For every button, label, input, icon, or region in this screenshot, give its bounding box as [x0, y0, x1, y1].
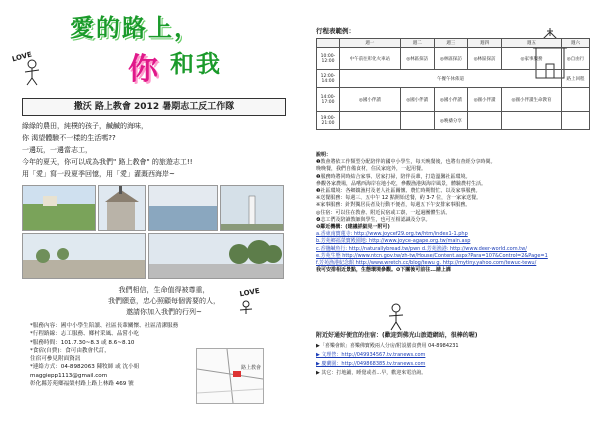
note-line: ❸社區環境：各鄉鎮漁村及老人社區關懷、農忙時期幫忙、以及家事服務。: [316, 188, 481, 195]
schedule-title: 行程表範例：: [316, 27, 355, 35]
service-line: maggiepp1113@gmail.com: [30, 372, 108, 379]
lodging-link[interactable]: ▶ 文理營：http://049934567.tv.tranews.com: [316, 352, 426, 358]
intro-line: 你 渴望體驗不一樣的生活嗎??: [22, 134, 116, 142]
schedule-header-cell: 週五: [501, 39, 561, 48]
schedule-cell: ◎家事服務: [501, 48, 561, 70]
lodging-info: [316, 330, 592, 420]
service-line: *連絡方式：04-8982063 陳牧師 或 沈小姐: [30, 364, 140, 371]
lighthouse-photo: [220, 185, 284, 231]
schedule-header-cell: 週六: [562, 39, 590, 48]
service-line: *服務內容：國中小學生陪讀、社區長輩關懷、社區清潔服務: [30, 323, 179, 329]
note-closing: 我可安排相近景點，生態環境參觀。❻下團後可前往...請上課: [316, 267, 451, 274]
note-line: ❹志工們及陪讀教師與學生，也可互相認識及分享。: [316, 216, 431, 223]
schedule-cell: [400, 112, 434, 130]
time-cell: 19:00- 21:00: [317, 112, 340, 130]
schedule-header-cell: [317, 39, 340, 48]
schedule-cell: [339, 112, 400, 130]
note-line: ◎住宿：可以住在教會、附近民宿或工寮，一起過團體生活。: [316, 209, 451, 216]
map-label: 路上教會: [241, 365, 262, 371]
schedule-header-cell: 週四: [468, 39, 502, 48]
love-stick-figure-icon: [232, 286, 272, 318]
schedule-header-cell: 週一: [339, 39, 400, 48]
schedule-cell: ◎林區探訪: [434, 48, 468, 70]
note-line: ❺鄰近機構：(建議詳細見一附可): [316, 224, 390, 231]
notes-title: 說明：: [316, 152, 332, 158]
field-photo: [22, 185, 96, 231]
lodging-title: 附近好通好便宜的住宿：(歡迎到佛光山旅遊網站，很棒的喔): [316, 332, 478, 339]
love-stick-figure-icon: [376, 296, 416, 332]
lodging-link[interactable]: ▶ 慶蘭園：http://049868385.tv.tranews.com: [316, 361, 426, 367]
invite-line: 我們願意，忠心照顧每個需要的人，: [108, 297, 220, 305]
love-stick-figure-icon: [8, 48, 48, 88]
schedule-cell: ◎自由行: [562, 48, 590, 70]
schedule-table: [316, 38, 590, 130]
link-item[interactable]: b.芳苑鄉福榮寶殿園地: http://www.joyce-agape.org.tw/main.asp: [316, 238, 471, 245]
schedule-row: [317, 70, 590, 88]
note-line: ※送餐服務：每週三、五中午 12 點開始送餐，約 3-7 位，含一家家送餐。: [316, 195, 482, 202]
sea-photo: [148, 185, 218, 231]
link-item[interactable]: c.香鹽鹹魚行: http://naturallybread.tw/pwn d.芳苑漁港: http://www.deer-world.com.tw/: [316, 245, 527, 252]
right-page: [302, 0, 600, 428]
invite-line: 邀請你加入我們的行列~: [126, 308, 202, 316]
location-map: [196, 348, 264, 404]
schedule-header-cell: 週三: [434, 39, 468, 48]
schedule-cell: [562, 112, 590, 130]
schedule-cell: ◎林區探訪: [468, 48, 502, 70]
schedule-cell: ◎國小伴讀生命教育: [501, 88, 561, 112]
love-badge-text: LOVE: [11, 50, 33, 64]
schedule-header-cell: 週二: [400, 39, 434, 48]
intro-text: [22, 120, 282, 180]
link-item[interactable]: a.香東南寶蓮寺: http://www.joycef29.org.tw/htm/index1-1.php: [316, 231, 468, 238]
lodging-item: ▶ 其它：打地鋪，睡覺或者...早，歡迎來電洽詢。: [316, 370, 427, 376]
invite-line: 我們相信，生命值得被尊重，: [118, 286, 210, 294]
intro-line: 綠綠的農田，純樸的孩子，鹹鹹的海味，: [22, 122, 148, 130]
time-cell: 14:00- 17:00: [317, 88, 340, 112]
love-badge-text: LOVE: [238, 286, 261, 299]
road-photo: [22, 233, 146, 279]
service-line: *行程路線：志工服務、鄉村采風、品嘗小吃: [30, 331, 140, 338]
schedule-cell: ◎國小伴讀: [400, 88, 434, 112]
schedule-cell: 午餐午休佈道: [339, 70, 561, 88]
schedule-row: [317, 48, 590, 70]
title-line1: 愛的路上，: [70, 13, 200, 42]
schedule-cell: [501, 112, 561, 130]
service-line: 彰化縣芳苑鄉福榮村路上路上林路 469 號: [30, 381, 134, 388]
intro-line: 用「愛」寫一段夏季回憶，用「愛」灌溉西海岸~: [22, 170, 175, 178]
lodging-item: ▶「喜樂會館」喜樂佛寶殿兩人分房/附設膳食費用 04-8984231: [316, 343, 459, 349]
note-line: ❶教會將依工作類型分配陪伴的國中小學生，每天晚餐後，也將有查經分享時間。: [316, 159, 496, 166]
campaign-banner: 撒沃 路上教會 2012 暑期志工反工作隊: [22, 98, 286, 116]
photo-grid: [22, 185, 284, 277]
schedule-cell: 路上回程: [562, 70, 590, 88]
title-line3: 和我: [170, 49, 222, 78]
schedule-cell: [562, 88, 590, 112]
lodging-list: [316, 342, 459, 378]
link-item[interactable]: e.芳苑生態 http://www.ntcn.gov.tw/zh-tw/House/Content.aspx?Para=107&Control=2&Page=1: [316, 252, 548, 259]
service-line: *食宿(自費)：食可由教會代訂，: [30, 347, 110, 354]
schedule-row: [317, 112, 590, 130]
schedule-cell: ◎國小伴讀: [434, 88, 468, 112]
church-building-photo: [98, 185, 146, 231]
intro-line: 一邊玩，一邊當志工，: [22, 146, 92, 154]
title-line2: 你: [128, 52, 158, 87]
time-cell: 12:00- 14:00: [317, 70, 340, 88]
schedule-cell: ◎國小伴讀: [339, 88, 400, 112]
schedule-header-row: [317, 39, 590, 48]
service-line: *服務時間：101.7.30~8.3 或 8.6~8.10: [30, 339, 135, 346]
time-cell: 10:00- 12:00: [317, 48, 340, 70]
schedule-cell: ◎林區探訪: [400, 48, 434, 70]
schedule-cell: 中午前往彰化火車站: [339, 48, 400, 70]
note-line: ※家事服務：針對獨居長者及行動不便者，每週五下午安排家事服務。: [316, 202, 471, 209]
left-page: [0, 0, 298, 428]
schedule-cell: ◎國小伴讀: [468, 88, 502, 112]
note-line: 參觀各家農場，品嚐西海岸在地小吃，參觀漁港與海岸風景，體驗農村生活。: [316, 180, 487, 187]
service-line: 住宿可參見附面資訊: [30, 356, 81, 363]
schedule-cell: [468, 112, 502, 130]
note-line: 晚晚餐，我們自備食材，住民家庭外，一起用餐。: [316, 166, 427, 173]
schedule-cell: ◎晚禱分享: [434, 112, 468, 130]
link-item[interactable]: f.芳苑漁港紀念館 http://www.wretch.cc/blog/tewu g. http://mytiny.yahoo.com/tewuc-tewu/: [316, 260, 537, 267]
notes-section: [316, 152, 592, 274]
intro-line: 今年的夏天，你可以成為我們" 路上教會" 的旅遊志工!!: [22, 158, 193, 166]
schedule-row: [317, 88, 590, 112]
note-line: ❷服務時將同時結合家事、居家打掃，陪伴長輩，打造溫馨社區環境。: [316, 173, 471, 180]
tree-lined-road-photo: [148, 233, 284, 279]
